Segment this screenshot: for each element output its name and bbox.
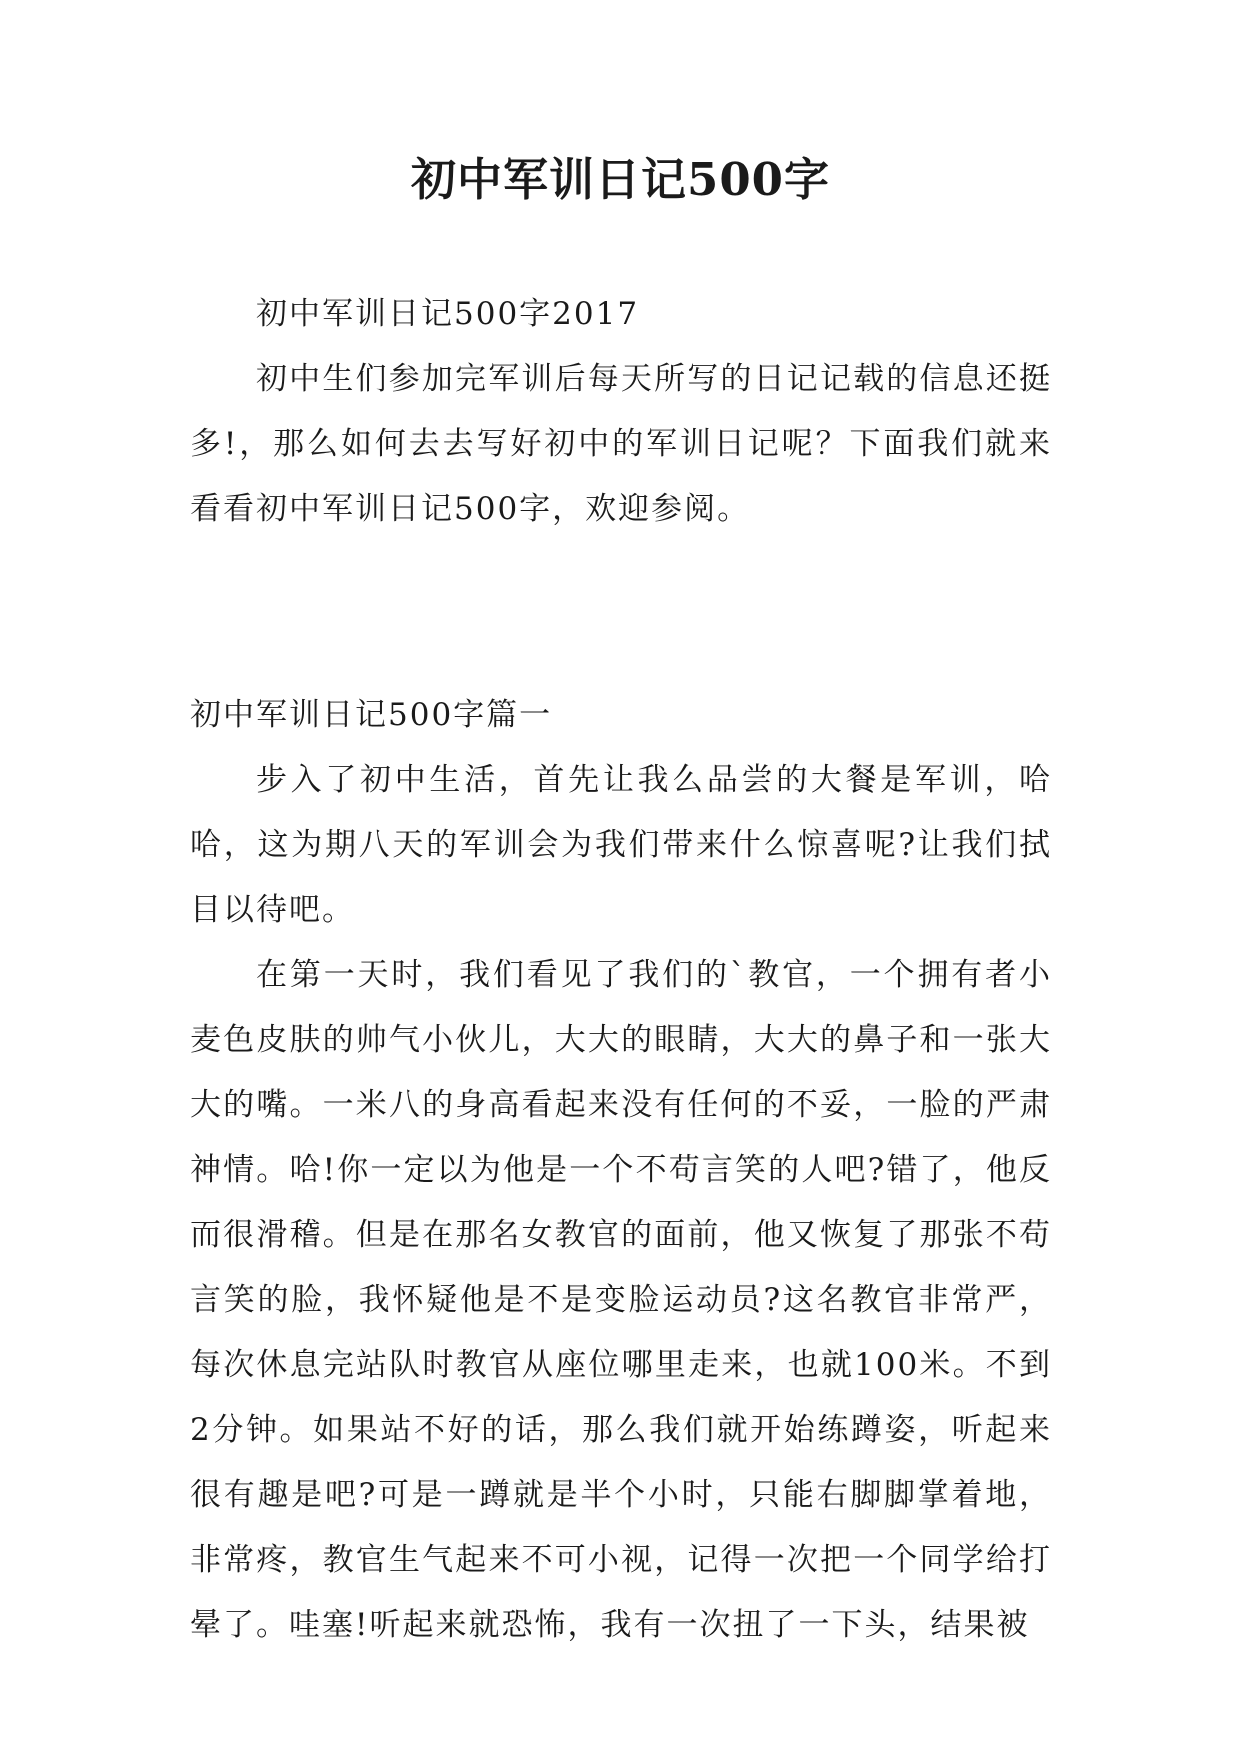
- intro-section: [190, 282, 1052, 542]
- document-title: 初中军训日记500字: [411, 153, 830, 206]
- intro-paragraph: 初中生们参加完军训后每天所写的日记记载的信息还挺多!，那么如何去去写好初中的军训日记呢？下面我们就来看看初中军训日记500字，欢迎参阅。: [190, 361, 1052, 527]
- section-one-paragraph-1: 步入了初中生活，首先让我么品尝的大餐是军训，哈哈，这为期八天的军训会为我们带来什么惊喜呢?让我们拭目以待吧。: [190, 762, 1052, 928]
- section-one-paragraph-2: 在第一天时，我们看见了我们的`教官，一个拥有者小麦色皮肤的帅气小伙儿，大大的眼睛，大大的鼻子和一张大大的嘴。一米八的身高看起来没有任何的不妥，一脸的严肃神情。哈!你一定以为他是一个不苟言笑的人吧?错了，他反而很滑稽。但是在那名女教官的面前，他又恢复了那张不苟言笑的脸，我怀疑他是不是变脸运动员?这名教官非常严，每次休息完站队时教官从座位哪里走来，也就100米。不到2分钟。如果站不好的话，那么我们就开始练蹲姿，听起来很有趣是吧?可是一蹲就是半个小时，只能右脚脚掌着地，非常疼，教官生气起来不可小视，记得一次把一个同学给打晕了。哇塞!听起来就恐怖，我有一次扭了一下头，结果被: [190, 957, 1052, 1643]
- intro-subtitle: 初中军训日记500字2017: [256, 296, 640, 332]
- section-one-heading: 初中军训日记500字篇一: [190, 697, 553, 733]
- section-one: [190, 683, 1052, 1658]
